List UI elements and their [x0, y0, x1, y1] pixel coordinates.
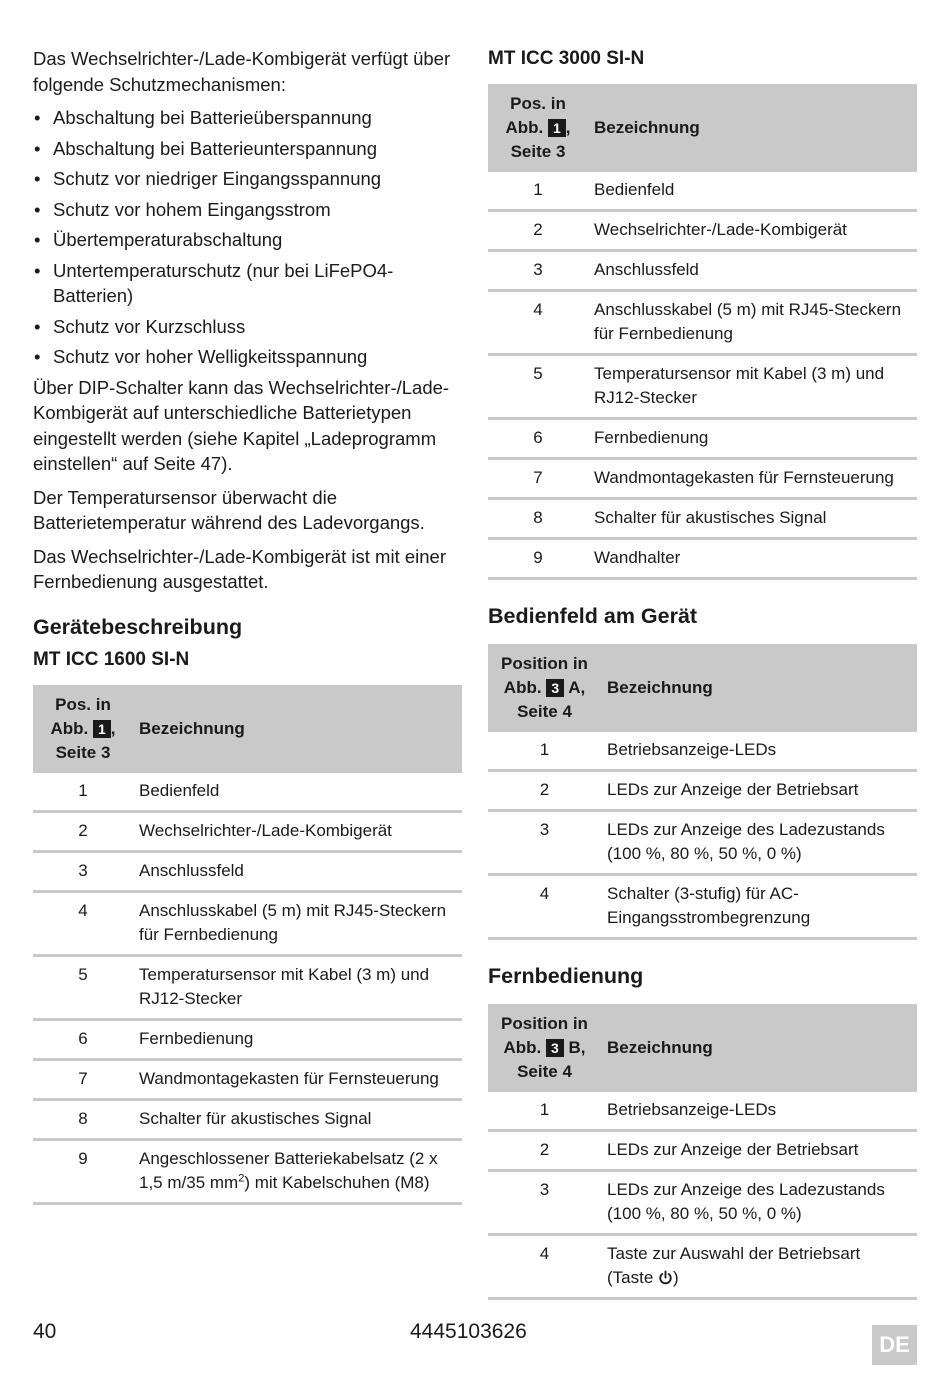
figure-badge: 3	[546, 679, 564, 697]
table-row: 6 Fernbedienung	[488, 419, 917, 459]
list-item: • Schutz vor Kurzschluss	[33, 314, 462, 340]
table-header-row	[488, 644, 917, 732]
label-header: Bezeichnung	[133, 685, 462, 773]
list-item: • Untertemperaturschutz (nur bei LiFePO4-Batterien)	[33, 258, 462, 309]
table2-title: MT ICC 3000 SI-N	[488, 48, 645, 69]
list-item: • Schutz vor hoher Welligkeitsspannung	[33, 344, 462, 370]
right-column	[488, 46, 917, 1300]
table-row: 1 Betriebsanzeige-LEDs	[488, 1092, 917, 1131]
table-row: 3 LEDs zur Anzeige des Ladezustands (100 %, 80 %, 50 %, 0 %)	[488, 811, 917, 875]
remote-paragraph: Das Wechselrichter-/Lade-Kombigerät ist mit einer Fernbedienung ausgestattet.	[33, 545, 446, 592]
table3-title: Bedienfeld am Gerät	[488, 604, 698, 628]
intro-text: Das Wechselrichter-/Lade-Kombigerät verfügt über folgende Schutzmechanismen:	[33, 48, 451, 95]
position-header: Position in Abb. 3 A, Seite 4	[488, 644, 601, 732]
table-row: 1 Bedienfeld	[33, 773, 462, 812]
table-row: 1 Betriebsanzeige-LEDs	[488, 732, 917, 771]
label-header: Bezeichnung	[601, 644, 917, 732]
list-item: • Schutz vor hohem Eingangsstrom	[33, 197, 462, 223]
parts-table-3000	[488, 84, 917, 580]
table-row: 4 Anschlusskabel (5 m) mit RJ45-Steckern für Fernbedienung	[33, 891, 462, 955]
table-row: 5 Temperatursensor mit Kabel (3 m) und RJ12-Stecker	[33, 955, 462, 1019]
table-header-row	[33, 685, 462, 773]
table-row: 9 Wandhalter	[488, 539, 917, 579]
table-row: 7 Wandmontagekasten für Fernsteuerung	[488, 459, 917, 499]
table-row: 6 Fernbedienung	[33, 1019, 462, 1059]
table-row: 3 LEDs zur Anzeige des Ladezustands (100 %, 80 %, 50 %, 0 %)	[488, 1171, 917, 1235]
label-header: Bezeichnung	[601, 1004, 917, 1092]
table-row: 8 Schalter für akustisches Signal	[33, 1099, 462, 1139]
table-row: 2 Wechselrichter-/Lade-Kombigerät	[488, 211, 917, 251]
control-panel-table	[488, 644, 917, 940]
table-row: 4 Taste zur Auswahl der Betriebsart (Taste )	[488, 1235, 917, 1299]
dip-switch-paragraph: Über DIP-Schalter kann das Wechselrichter-/Lade-Kombigerät auf unterschiedliche Batterietypen eingestellt werden (siehe Kapitel „Ladeprogramm einstellen“ auf Seite 47).	[33, 376, 450, 474]
language-badge: DE	[872, 1325, 917, 1365]
table-row: 3 Anschlussfeld	[488, 251, 917, 291]
table-row: 2 LEDs zur Anzeige der Betriebsart	[488, 1131, 917, 1171]
table-row: 5 Temperatursensor mit Kabel (3 m) und RJ12-Stecker	[488, 355, 917, 419]
table-row: 7 Wandmontagekasten für Fernsteuerung	[33, 1059, 462, 1099]
table-header-row	[488, 1004, 917, 1092]
table-row: 9 Angeschlossener Batteriekabelsatz (2 x 1,5 m/35 $mm^2$) mit Kabelschuhen (M8)	[33, 1139, 462, 1203]
list-item: • Abschaltung bei Batterieüberspannung	[33, 105, 462, 131]
position-header: Pos. in Abb. 1 , Seite 3	[488, 84, 588, 172]
table-row: 4 Anschlusskabel (5 m) mit RJ45-Steckern für Fernbedienung	[488, 291, 917, 355]
remote-control-table	[488, 1004, 917, 1300]
table-row: 4 Schalter (3-stufig) für AC-Eingangsstrombegrenzung	[488, 875, 917, 939]
table1-title: MT ICC 1600 SI-N	[33, 648, 190, 670]
temperature-paragraph: Der Temperatursensor überwacht die Batterietemperatur während des Ladevorgangs.	[33, 486, 425, 533]
label-header: Bezeichnung	[588, 84, 917, 172]
table-row: 8 Schalter für akustisches Signal	[488, 499, 917, 539]
section-heading: Gerätebeschreibung	[33, 614, 243, 639]
figure-badge: 3	[546, 1039, 564, 1057]
figure-badge: 1	[93, 720, 111, 738]
table-header-row	[488, 84, 917, 172]
table-row: 2 LEDs zur Anzeige der Betriebsart	[488, 771, 917, 811]
left-column	[33, 46, 462, 1205]
table4-title: Fernbedienung	[488, 964, 644, 988]
figure-badge: 1	[548, 119, 566, 137]
table-row: 3 Anschlussfeld	[33, 851, 462, 891]
table-row: 2 Wechselrichter-/Lade-Kombigerät	[33, 811, 462, 851]
page-number: 40	[33, 1320, 57, 1343]
document-number: 4445103626	[410, 1320, 527, 1343]
table-row: 1 Bedienfeld	[488, 172, 917, 211]
list-item: • Übertemperaturabschaltung	[33, 227, 462, 253]
list-item: • Schutz vor niedriger Eingangsspannung	[33, 166, 462, 192]
protection-list	[33, 105, 462, 370]
parts-table-1600	[33, 685, 462, 1205]
position-header: Position in Abb. 3 B, Seite 4	[488, 1004, 601, 1092]
position-header: Pos. in Abb. 1 , Seite 3	[33, 685, 133, 773]
list-item: • Abschaltung bei Batterieunterspannung	[33, 136, 462, 162]
power-icon	[658, 1270, 673, 1285]
